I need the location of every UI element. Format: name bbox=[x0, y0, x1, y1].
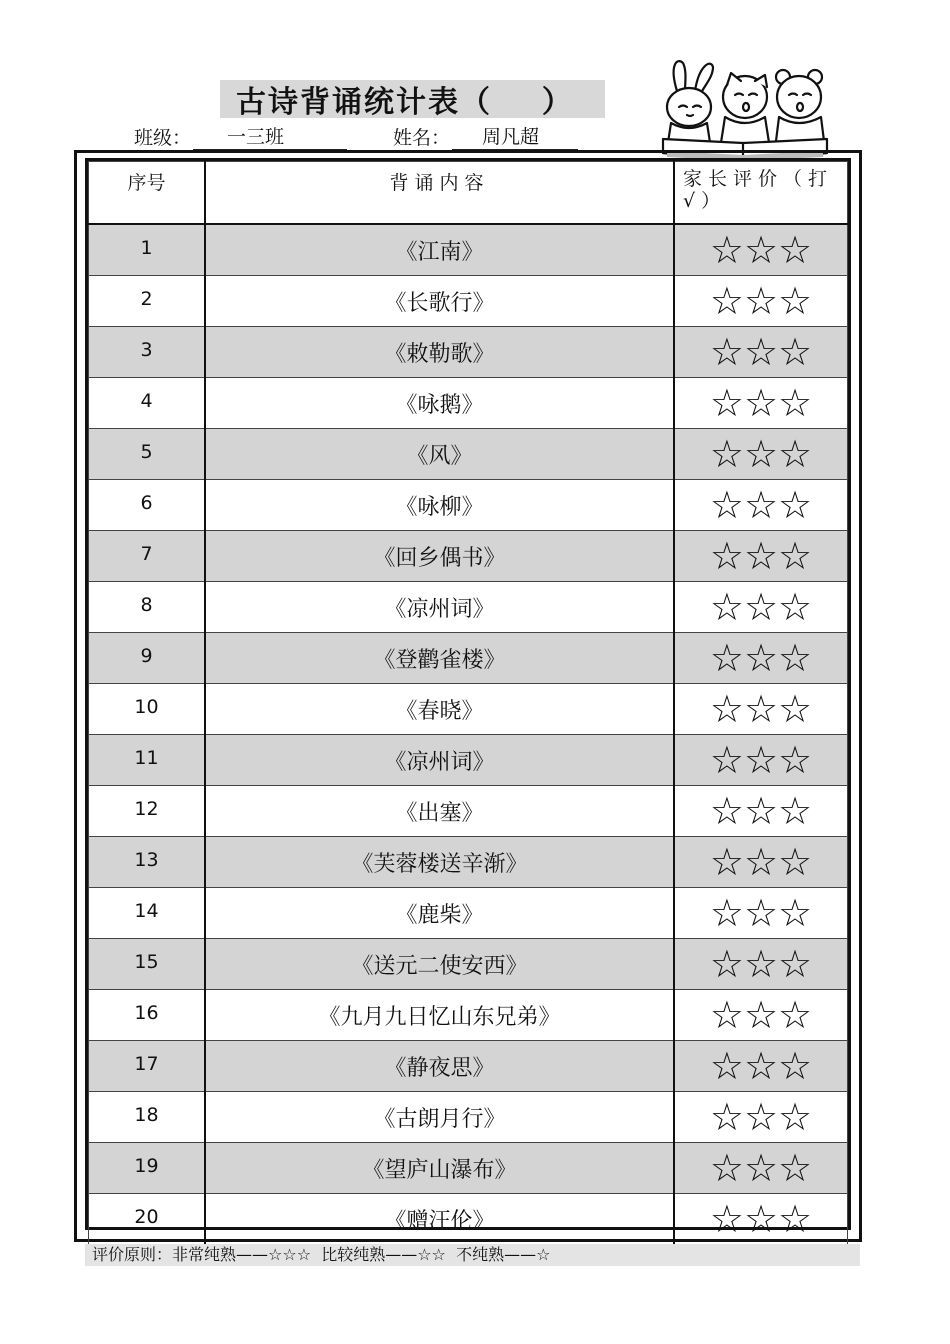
table-row bbox=[89, 224, 848, 276]
poem-title: 《江南》 bbox=[205, 224, 674, 276]
poem-title: 《望庐山瀑布》 bbox=[205, 1143, 674, 1194]
row-number: 10 bbox=[89, 684, 206, 735]
column-header-no: 序号 bbox=[89, 162, 206, 225]
table-row bbox=[89, 735, 848, 786]
table-row bbox=[89, 327, 848, 378]
name-value: 周凡超 bbox=[452, 125, 578, 150]
star-rating[interactable]: ☆☆☆ bbox=[674, 888, 848, 939]
row-number: 19 bbox=[89, 1143, 206, 1194]
row-number: 16 bbox=[89, 990, 206, 1041]
row-number: 4 bbox=[89, 378, 206, 429]
poem-title: 《咏鹅》 bbox=[205, 378, 674, 429]
star-rating[interactable]: ☆☆☆ bbox=[674, 633, 848, 684]
row-number: 13 bbox=[89, 837, 206, 888]
row-number: 6 bbox=[89, 480, 206, 531]
poem-title: 《古朗月行》 bbox=[205, 1092, 674, 1143]
star-rating[interactable]: ☆☆☆ bbox=[674, 276, 848, 327]
table-row bbox=[89, 939, 848, 990]
poem-title: 《敕勒歌》 bbox=[205, 327, 674, 378]
poem-title: 《鹿柴》 bbox=[205, 888, 674, 939]
row-number: 15 bbox=[89, 939, 206, 990]
table-row bbox=[89, 531, 848, 582]
row-number: 20 bbox=[89, 1194, 206, 1245]
student-info-line bbox=[134, 124, 578, 150]
table-row bbox=[89, 1143, 848, 1194]
class-label: 班级： bbox=[134, 127, 192, 149]
poem-title: 《送元二使安西》 bbox=[205, 939, 674, 990]
page-title: 古诗背诵统计表（ ） bbox=[236, 85, 574, 120]
star-rating[interactable]: ☆☆☆ bbox=[674, 990, 848, 1041]
poem-title: 《回乡偶书》 bbox=[205, 531, 674, 582]
table-row bbox=[89, 1041, 848, 1092]
table-row bbox=[89, 684, 848, 735]
star-rating[interactable]: ☆☆☆ bbox=[674, 939, 848, 990]
poem-title: 《春晓》 bbox=[205, 684, 674, 735]
row-number: 5 bbox=[89, 429, 206, 480]
table-body bbox=[89, 224, 848, 1245]
row-number: 12 bbox=[89, 786, 206, 837]
table-row bbox=[89, 582, 848, 633]
row-number: 7 bbox=[89, 531, 206, 582]
table-row bbox=[89, 276, 848, 327]
star-rating[interactable]: ☆☆☆ bbox=[674, 378, 848, 429]
poem-title: 《赠汪伦》 bbox=[205, 1194, 674, 1245]
row-number: 14 bbox=[89, 888, 206, 939]
star-rating[interactable]: ☆☆☆ bbox=[674, 837, 848, 888]
poem-title: 《九月九日忆山东兄弟》 bbox=[205, 990, 674, 1041]
star-rating[interactable]: ☆☆☆ bbox=[674, 1143, 848, 1194]
star-rating[interactable]: ☆☆☆ bbox=[674, 735, 848, 786]
row-number: 3 bbox=[89, 327, 206, 378]
table-header-row bbox=[89, 162, 848, 225]
table-row bbox=[89, 480, 848, 531]
row-number: 18 bbox=[89, 1092, 206, 1143]
table-row bbox=[89, 888, 848, 939]
star-rating[interactable]: ☆☆☆ bbox=[674, 582, 848, 633]
table-row bbox=[89, 837, 848, 888]
row-number: 9 bbox=[89, 633, 206, 684]
poem-title: 《咏柳》 bbox=[205, 480, 674, 531]
name-label: 姓名： bbox=[393, 127, 451, 149]
table-row bbox=[89, 633, 848, 684]
poem-title: 《凉州词》 bbox=[205, 582, 674, 633]
recitation-table bbox=[85, 158, 851, 1241]
row-number: 8 bbox=[89, 582, 206, 633]
row-number: 2 bbox=[89, 276, 206, 327]
poem-title: 《长歌行》 bbox=[205, 276, 674, 327]
recitation-grid bbox=[88, 161, 848, 1245]
poem-title: 《静夜思》 bbox=[205, 1041, 674, 1092]
star-rating[interactable]: ☆☆☆ bbox=[674, 327, 848, 378]
table-row bbox=[89, 1194, 848, 1245]
poem-title: 《登鹳雀楼》 bbox=[205, 633, 674, 684]
star-rating[interactable]: ☆☆☆ bbox=[674, 786, 848, 837]
row-number: 11 bbox=[89, 735, 206, 786]
star-rating[interactable]: ☆☆☆ bbox=[674, 684, 848, 735]
column-header-content: 背诵内容 bbox=[205, 162, 674, 225]
table-row bbox=[89, 990, 848, 1041]
page-title-banner bbox=[220, 80, 605, 118]
table-row bbox=[89, 429, 848, 480]
star-rating[interactable]: ☆☆☆ bbox=[674, 480, 848, 531]
row-number: 17 bbox=[89, 1041, 206, 1092]
star-rating[interactable]: ☆☆☆ bbox=[674, 1092, 848, 1143]
table-row bbox=[89, 1092, 848, 1143]
column-header-evaluation: 家长评价（打√） bbox=[674, 162, 848, 225]
poem-title: 《出塞》 bbox=[205, 786, 674, 837]
table-row bbox=[89, 786, 848, 837]
star-rating[interactable]: ☆☆☆ bbox=[674, 429, 848, 480]
poem-title: 《芙蓉楼送辛渐》 bbox=[205, 837, 674, 888]
class-value: 一三班 bbox=[193, 125, 347, 150]
star-rating[interactable]: ☆☆☆ bbox=[674, 1194, 848, 1245]
evaluation-criteria-note: 评价原则：非常纯熟——☆☆☆ 比较纯熟——☆☆ 不纯熟——☆ bbox=[85, 1244, 860, 1266]
star-rating[interactable]: ☆☆☆ bbox=[674, 531, 848, 582]
table-row bbox=[89, 378, 848, 429]
star-rating[interactable]: ☆☆☆ bbox=[674, 224, 848, 276]
poem-title: 《凉州词》 bbox=[205, 735, 674, 786]
row-number: 1 bbox=[89, 224, 206, 276]
star-rating[interactable]: ☆☆☆ bbox=[674, 1041, 848, 1092]
poem-title: 《风》 bbox=[205, 429, 674, 480]
